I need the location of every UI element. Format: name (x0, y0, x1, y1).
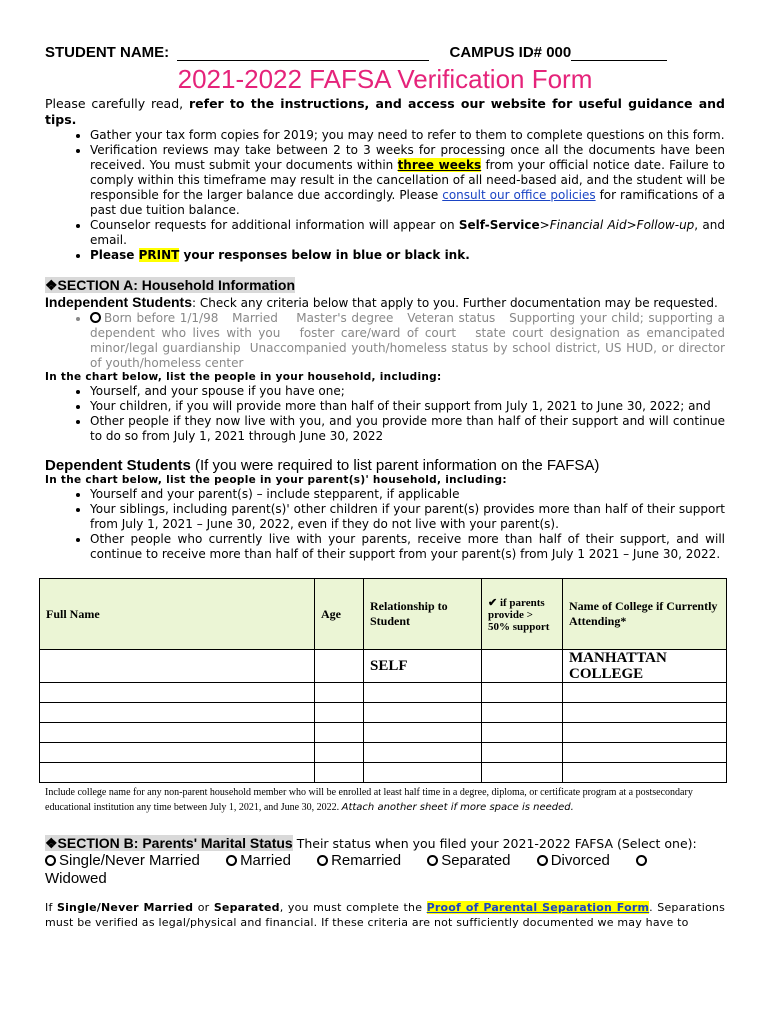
office-policies-link[interactable]: consult our office policies (442, 188, 596, 202)
section-b-heading: ❖SECTION B: Parents' Marital Status (45, 835, 293, 851)
radio-circle-icon (317, 855, 328, 866)
footnote-italic: Attach another sheet if more space is needed. (341, 802, 574, 813)
household-list (45, 384, 725, 444)
radio-circle-icon (636, 855, 647, 866)
cell-name[interactable] (40, 763, 315, 783)
intro-item-1: • Gather your tax form copies for 2019; you may need to refer to them to complete questions on this form. (90, 128, 725, 143)
intro-lead: Please carefully read, (45, 96, 189, 111)
campus-id-field[interactable] (571, 46, 667, 61)
independent-label: Independent Students (45, 294, 192, 310)
cell-age[interactable] (315, 763, 364, 783)
cell-college[interactable] (563, 703, 727, 723)
table-row (40, 743, 727, 763)
table-row (40, 763, 727, 783)
footnote-text: Include college name for any non-parent household member who will be enrolled at least half time in a degree, diploma, or certificate program at a postsecondary educational institution any time between July 1, 2021, and June 30, 2022. (45, 787, 693, 813)
cell-name[interactable] (40, 650, 315, 683)
cell-relationship[interactable] (364, 763, 482, 783)
intro-item-2-end: for ramifications of a past due tuition balance. (90, 188, 725, 217)
print-post: your responses below in blue or black ink. (179, 248, 470, 262)
intro-lead-bold: refer to the instructions, and access our website for useful guidance and tips. (45, 96, 725, 127)
section-b (45, 833, 725, 852)
radio-circle-icon (45, 855, 56, 866)
table-row (40, 703, 727, 723)
cell-college[interactable] (563, 683, 727, 703)
intro-item-4 (90, 248, 725, 263)
dependent-item-2: • Your siblings, including parent(s)' other children if your parent(s) provides more than half of their support from July 1, 2021 – June 30, 2022, even if they do not live with your parent(s). (90, 502, 725, 532)
independent-text: : Check any criteria below that apply to you. Further documentation may be requested. (192, 296, 718, 310)
dependent-paragraph (45, 458, 725, 474)
cell-support[interactable] (482, 683, 563, 703)
intro-item-3-end: , and email. (90, 218, 725, 247)
dependent-item-1: • Yourself and your parent(s) – include stepparent, if applicable (90, 487, 725, 502)
dependent-list (45, 487, 725, 562)
option-remarried[interactable]: Remarried (317, 852, 401, 869)
criteria-list (45, 311, 725, 371)
cell-support[interactable] (482, 763, 563, 783)
header-support: ✔ if parents provide > 50% support (482, 579, 563, 650)
cell-college[interactable] (563, 743, 727, 763)
cell-relationship[interactable] (364, 743, 482, 763)
household-item-1: • Yourself, and your spouse if you have one; (90, 384, 725, 399)
option-separated[interactable]: Separated (427, 852, 510, 869)
household-chart-intro: In the chart below, list the people in your household, including: (45, 371, 442, 383)
cell-college[interactable] (563, 763, 727, 783)
separation-form-link[interactable]: Proof of Parental Separation Form (426, 901, 650, 914)
cell-college: MANHATTAN COLLEGE (563, 650, 727, 683)
cell-relationship[interactable] (364, 683, 482, 703)
radio-circle-icon (427, 855, 438, 866)
form-page (45, 44, 725, 930)
intro-list (45, 128, 725, 263)
household-item-3: • Other people if they now live with you, and you provide more than half of their support and will continue to do so from July 1, 2021 through June 30, 2022 (90, 414, 725, 444)
header-relationship: Relationship to Student (364, 579, 482, 650)
print-highlight: PRINT (138, 248, 180, 262)
section-a-title (45, 277, 725, 294)
cell-support[interactable] (482, 703, 563, 723)
table-header-row (40, 579, 727, 650)
cell-support[interactable] (482, 650, 563, 683)
intro-item-3 (90, 218, 725, 248)
cell-age[interactable] (315, 723, 364, 743)
follow-up-path: >Financial Aid>Follow-up (539, 218, 695, 232)
table-row (40, 723, 727, 743)
cell-support[interactable] (482, 743, 563, 763)
cell-name[interactable] (40, 683, 315, 703)
intro-item-2-text: Verification reviews may take between 2 to 3 weeks for processing once all the documents have been received. You must submit your documents within (90, 143, 725, 172)
option-married[interactable]: Married (226, 852, 291, 869)
intro-item-2-rest: from your official notice date. Failure to comply within this timeframe may result in the cancellation of all need-based aid, and the student will be responsible for the larger balance due accordingly. Please (90, 158, 725, 202)
header-college: Name of College if Currently Attending* (563, 579, 727, 650)
household-item-2: • Your children, if you will provide more than half of their support from July 1, 2021 to June 30, 2022; and (90, 399, 725, 414)
table-row (40, 683, 727, 703)
radio-circle-icon (537, 855, 548, 866)
cell-age[interactable] (315, 743, 364, 763)
campus-id-label: CAMPUS ID# 000 (449, 44, 572, 61)
page-title: 2021-2022 FAFSA Verification Form (177, 64, 593, 94)
print-pre: Please (90, 248, 139, 262)
table-row (40, 650, 727, 683)
criteria-item (90, 311, 725, 371)
household-table (39, 578, 727, 783)
option-divorced[interactable]: Divorced (537, 852, 610, 869)
cell-age[interactable] (315, 703, 364, 723)
independent-paragraph (45, 294, 725, 311)
cell-age[interactable] (315, 650, 364, 683)
header-age: Age (315, 579, 364, 650)
dependent-text: (If you were required to list parent information on the FAFSA) (190, 457, 600, 474)
dependent-label: Dependent Students (45, 457, 191, 474)
intro-item-3-text: Counselor requests for additional information will appear on (90, 218, 455, 232)
form-header (45, 44, 725, 64)
option-single[interactable]: Single/Never Married (45, 852, 200, 869)
criteria-text: Born before 1/1/98 Married Master's degree Veteran status Supporting your child; supporting a dependent who lives with you foster care/ward of court state court designation as emancipated minor/legal guardianship Unaccompanied youth/homeless status by school district, US HUD, or director of youth/homeless center (90, 311, 725, 370)
option-widowed-label: Widowed (45, 870, 107, 887)
option-widowed-circle[interactable] (636, 852, 650, 869)
section-b-text: Their status when you filed your 2021-2022 FAFSA (Select one): (292, 836, 697, 851)
self-service-label: Self-Service (458, 218, 540, 232)
cell-support[interactable] (482, 723, 563, 743)
dependent-chart-intro: In the chart below, list the people in your parent(s)' household, including: (45, 474, 507, 486)
dependent-item-3: • Other people who currently live with your parents, receive more than half of their support, and will continue to receive more than half of their support from your parent(s) from July 1 2021 – June 30, 2022. (90, 532, 725, 562)
radio-circle-icon[interactable] (90, 312, 101, 323)
cell-college[interactable] (563, 723, 727, 743)
cell-name[interactable] (40, 743, 315, 763)
cell-relationship[interactable] (364, 723, 482, 743)
student-name-field[interactable] (177, 46, 429, 61)
radio-circle-icon (226, 855, 237, 866)
intro-item-2 (90, 143, 725, 218)
intro-paragraph (45, 96, 725, 128)
marital-options (45, 852, 725, 888)
cell-relationship: SELF (364, 650, 482, 683)
cell-relationship[interactable] (364, 703, 482, 723)
cell-age[interactable] (315, 683, 364, 703)
header-full-name: Full Name (40, 579, 315, 650)
three-weeks-highlight: three weeks (397, 158, 482, 172)
table-footnote (45, 785, 725, 815)
section-a-heading: ❖SECTION A: Household Information (45, 277, 296, 293)
student-name-label: STUDENT NAME: (45, 44, 170, 61)
cell-name[interactable] (40, 723, 315, 743)
separation-note: If Single/Never Married or Separated, you must complete the Proof of Parental Separation Form. Separations must be verified as legal/physical and financial. If these criteria are not sufficiently documented we may have to (45, 901, 726, 929)
cell-name[interactable] (40, 703, 315, 723)
